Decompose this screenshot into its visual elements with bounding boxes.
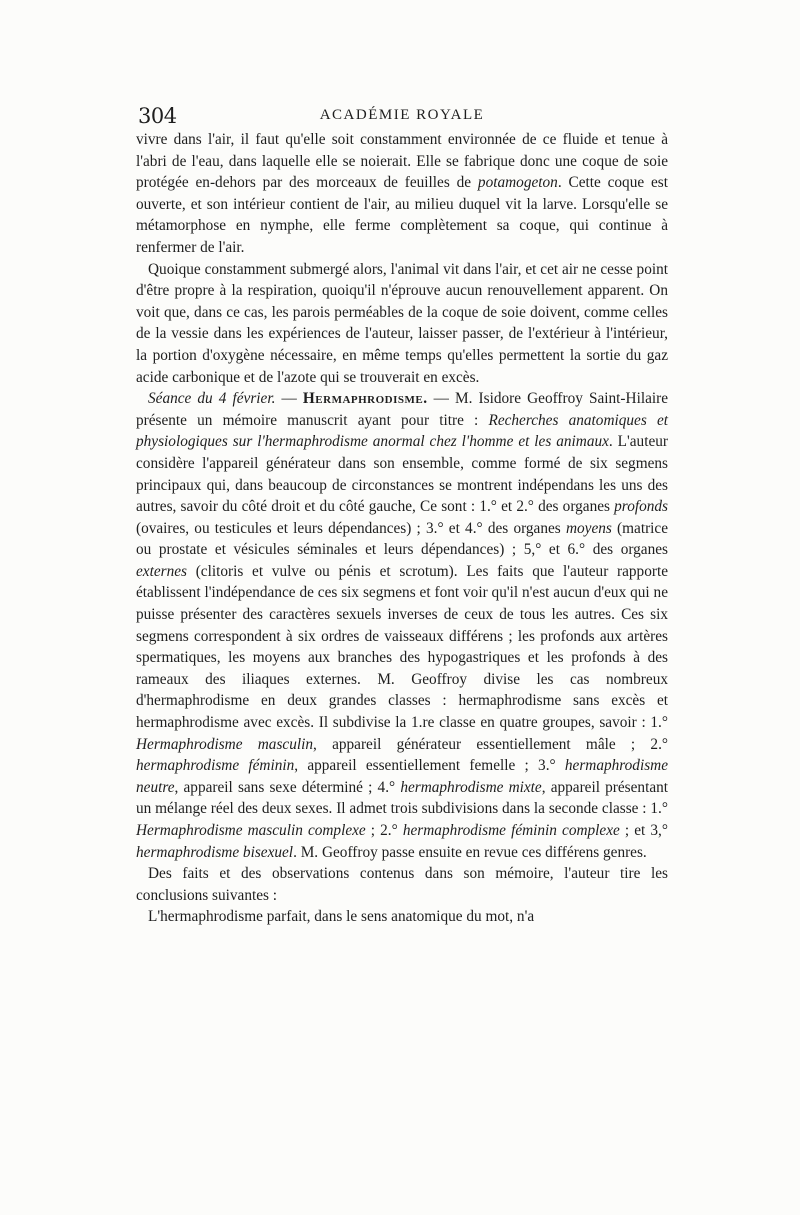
paragraph-seance-hermaphrodisme: Séance du 4 février. — Hermaphrodisme. — M. Isidore Geoffroy Saint-Hilaire présente un mémoire manuscrit ayant pour titre : Recherches anatomiques et physiologiques sur l'hermaphrodisme anormal chez l'homme et les animaux. L'auteur considère l'appareil générateur dans son ensemble, comme formé de six segmens principaux qui, dans beaucoup de circonstances se montrent indépendans les uns des autres, savoir du côté droit et du côté gauche, Ce sont : 1.° et 2.° des organes profonds (ovaires, ou testicules et leurs dépendances) ; 3.° et 4.° des organes moyens (matrice ou prostate et vésicules séminales et leurs dépendances) ; 5,° et 6.° des organes externes (clitoris et vulve ou pénis et scrotum). Les faits que l'auteur rapporte établissent l'indépendance de ces six segmens et font voir qu'il n'est aucun d'eux qui ne puisse présenter des caractères sexuels inverses de ceux de tous les autres. Ces six segmens correspondent à six ordres de vaisseaux différens ; les profonds aux artères spermatiques, les moyens aux branches des hypogastriques et les profonds à des rameaux des iliaques externes. M. Geoffroy divise les cas nombreux d'hermaphrodisme en deux grandes classes : hermaphrodisme sans excès et hermaphrodisme avec excès. Il subdivise la 1.re classe en quatre groupes, savoir : 1.° Hermaphrodisme masculin, appareil générateur essentiellement mâle ; 2.° hermaphrodisme féminin, appareil essentiellement femelle ; 3.° hermaphrodisme neutre, appareil sans sexe déterminé ; 4.° hermaphrodisme mixte, appareil présentant un mélange réel des deux sexes. Il admet trois subdivisions dans la seconde classe : 1.° Hermaphrodisme masculin complexe ; 2.° hermaphrodisme féminin complexe ; et 3,° hermaphrodisme bisexuel. M. Geoffroy passe ensuite en revue ces différens genres.: [136, 390, 669, 861]
italic-term: hermaphrodisme neutre: [136, 757, 668, 796]
italic-term: hermaphrodisme féminin: [136, 757, 295, 775]
section-topic: Hermaphrodisme.: [302, 390, 428, 408]
italic-term: moyens: [565, 519, 612, 537]
paragraph-larva-coque: vivre dans l'air, il faut qu'elle soit constamment environnée de ce fluide et tenue à l'abri de l'eau, dans laquelle elle se noierait. Elle se fabrique donc une coque de soie protégée en-dehors par des morceaux de feuilles de potamogeton. Cette coque est ouverte, et son intérieur contient de l'air, au milieu duquel vit la larve. Lorsqu'elle se métamorphose en nymphe, elle ferme complètement sa coque, qui continue à renfermer de l'air.: [136, 131, 668, 256]
paragraph-respiration: Quoique constamment submergé alors, l'animal vit dans l'air, et cet air ne cesse point d'être propre à la respiration, quoiqu'il n'éprouve aucun renouvellement apparent. On voit que, dans ce cas, les parois perméables de la coque de soie doivent, comme celles de la vessie dans les expériences de l'auteur, laisser passer, de l'extérieur à l'intérieur, la portion d'oxygène nécessaire, en même temps qu'elles permettent la sortie du gaz acide carbonique et de l'azote qui se trouverait en excès.: [136, 260, 668, 386]
italic-term: externes: [136, 562, 187, 580]
italic-term: Hermaphrodisme masculin complexe: [136, 822, 366, 839]
running-title: ACADÉMIE ROYALE: [319, 107, 485, 123]
page-header: [138, 104, 666, 126]
memoir-title: Recherches anatomiques et physiologiques sur l'hermaphrodisme anormal chez l'homme et les animaux: [136, 411, 669, 451]
italic-term: hermaphrodisme féminin complexe: [402, 822, 620, 839]
paragraph-conclusion-start: L'hermaphrodisme parfait, dans le sens anatomique du mot, n'a: [148, 908, 535, 926]
page-number: 304: [138, 104, 177, 128]
italic-term: hermaphrodisme bisexuel: [136, 843, 294, 861]
paragraph-conclusions-intro: Des faits et des observations contenus dans son mémoire, l'auteur tire les conclusions suivantes :: [136, 865, 668, 904]
italic-term: profonds: [614, 498, 668, 516]
body-text: [136, 129, 668, 928]
italic-term: hermaphrodisme mixte: [400, 778, 542, 796]
seance-date: Séance du 4 février.: [148, 390, 276, 408]
italic-term: potamogeton: [477, 174, 558, 192]
italic-term: Hermaphrodisme masculin: [136, 735, 313, 753]
